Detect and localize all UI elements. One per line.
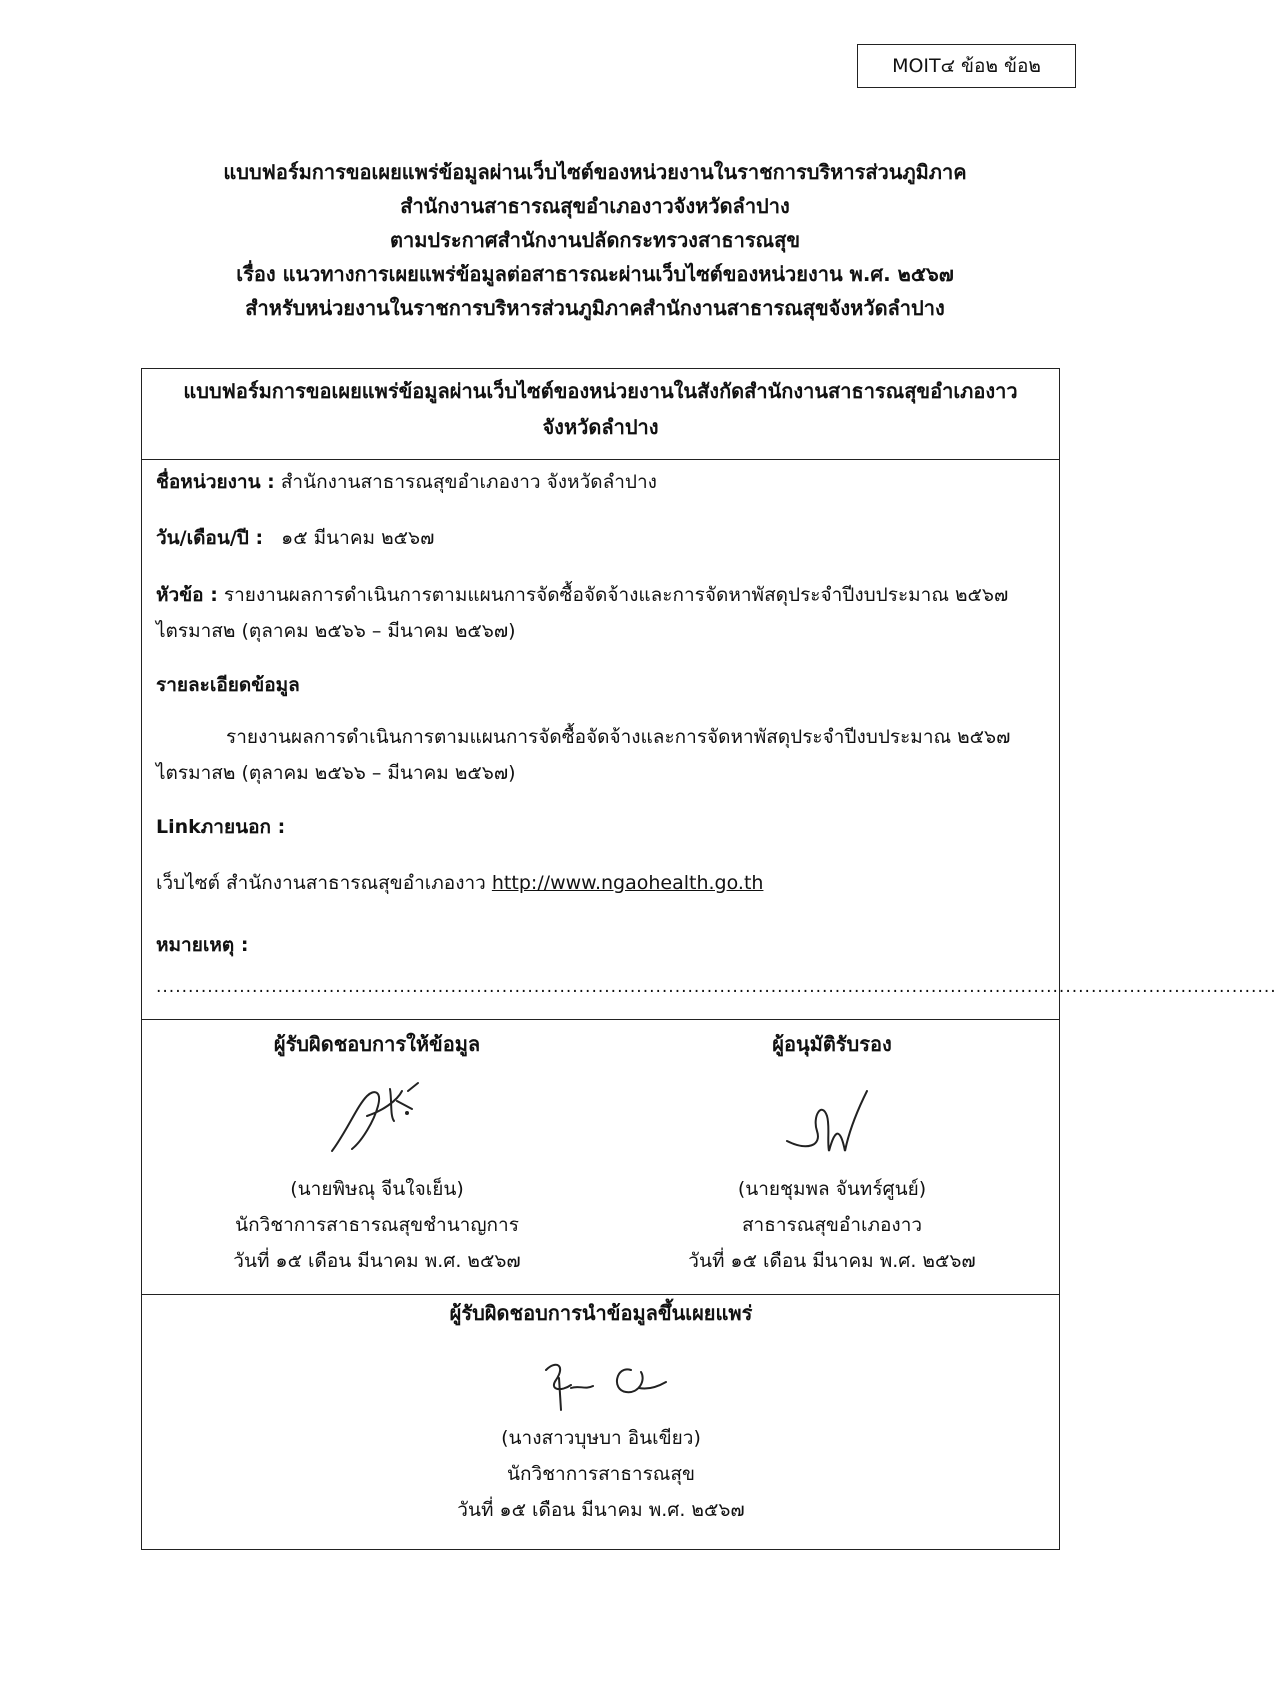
form-title-line-2: จังหวัดลำปาง	[542, 415, 659, 439]
provider-signature-mark	[312, 1061, 442, 1171]
document-code: MOIT๔ ข้อ๒ ข้อ๒	[892, 55, 1041, 77]
topic-line-2: ไตรมาส๒ (ตุลาคม ๒๕๖๖ – มีนาคม ๒๕๖๗)	[156, 620, 516, 642]
approver-role: ผู้อนุมัติรับรอง	[772, 1032, 892, 1056]
divider-remark	[142, 1019, 1059, 1020]
topic-row	[156, 577, 1051, 613]
topic-label: หัวข้อ :	[156, 584, 218, 606]
link-label: Linkภายนอก :	[156, 816, 286, 838]
publisher-role: ผู้รับผิดชอบการนำข้อมูลขึ้นเผยแพร่	[449, 1301, 753, 1325]
form-title-line-1: แบบฟอร์มการขอเผยแพร่ข้อมูลผ่านเว็บไซต์ของหน่วยงานในสังกัดสำนักงานสาธารณสุขอำเภองาว	[183, 379, 1018, 403]
header-line-5: สำหรับหน่วยงานในราชการบริหารส่วนภูมิภาคสำนักงานสาธารณสุขจังหวัดลำปาง	[245, 296, 945, 320]
detail-heading-row	[156, 667, 1051, 703]
remark-row	[156, 927, 1051, 963]
provider-position: นักวิชาการสาธารณสุขชำนาญการ	[235, 1214, 519, 1236]
provider-name: (นายพิษณุ จีนใจเย็น)	[290, 1178, 464, 1200]
website-link[interactable]: http://www.ngaohealth.go.th	[491, 872, 764, 894]
document-header	[120, 155, 1070, 325]
publisher-date: วันที่ ๑๕ เดือน มีนาคม พ.ศ. ๒๕๖๗	[457, 1499, 745, 1521]
date-row	[156, 520, 1051, 556]
provider-date: วันที่ ๑๕ เดือน มีนาคม พ.ศ. ๒๕๖๗	[233, 1250, 521, 1272]
date-label: วัน/เดือน/ปี :	[156, 527, 264, 549]
detail-row-2	[156, 755, 1051, 791]
publisher-name: (นางสาวบุษบา อินเขียว)	[501, 1427, 701, 1449]
topic-row-2	[156, 613, 1051, 649]
header-line-3: ตามประกาศสำนักงานปลัดกระทรวงสาธารณสุข	[389, 228, 800, 252]
detail-row-1	[156, 719, 1121, 755]
topic-line-1: รายงานผลการดำเนินการตามแผนการจัดซื้อจัดจ้างและการจัดหาพัสดุประจำปีงบประมาณ ๒๕๖๗	[223, 584, 1009, 606]
agency-value: สำนักงานสาธารณสุขอำเภองาว จังหวัดลำปาง	[280, 471, 657, 493]
approver-position: สาธารณสุขอำเภองาว	[741, 1214, 923, 1236]
approver-signature-block	[617, 1027, 1047, 1279]
approver-signature-mark	[767, 1061, 897, 1171]
header-line-1: แบบฟอร์มการขอเผยแพร่ข้อมูลผ่านเว็บไซต์ของหน่วยงานในราชการบริหารส่วนภูมิภาค	[223, 160, 967, 184]
detail-line-2: ไตรมาส๒ (ตุลาคม ๒๕๖๖ – มีนาคม ๒๕๖๗)	[156, 762, 516, 784]
approver-name: (นายชุมพล จันทร์ศูนย์)	[737, 1178, 927, 1200]
header-line-4: เรื่อง แนวทางการเผยแพร่ข้อมูลต่อสาธารณะผ่านเว็บไซต์ของหน่วยงาน พ.ศ. ๒๕๖๗	[236, 262, 954, 286]
agency-row	[156, 464, 1051, 500]
website-prefix: เว็บไซต์ สำนักงานสาธารณสุขอำเภองาว	[156, 872, 486, 894]
remark-dots: ...............................................................................................................................................................................	[156, 977, 1277, 997]
header-line-2: สำนักงานสาธารณสุขอำเภองาวจังหวัดลำปาง	[400, 194, 790, 218]
document-code-box	[857, 44, 1076, 88]
link-heading-row	[156, 809, 1051, 845]
form-frame	[141, 368, 1277, 1550]
remark-label: หมายเหตุ :	[156, 934, 249, 956]
provider-signature-block	[162, 1027, 592, 1279]
publisher-position: นักวิชาการสาธารณสุข	[506, 1463, 696, 1485]
publisher-signature-mark	[501, 1330, 701, 1420]
detail-line-1: รายงานผลการดำเนินการตามแผนการจัดซื้อจัดจ้างและการจัดหาพัสดุประจำปีงบประมาณ ๒๕๖๗	[226, 726, 1011, 748]
approver-date: วันที่ ๑๕ เดือน มีนาคม พ.ศ. ๒๕๖๗	[688, 1250, 976, 1272]
agency-label: ชื่อหน่วยงาน :	[156, 471, 275, 493]
publisher-signature-block	[386, 1296, 816, 1528]
form-title	[142, 373, 1059, 445]
provider-role: ผู้รับผิดชอบการให้ข้อมูล	[273, 1032, 481, 1056]
divider-signatures	[142, 1294, 1059, 1295]
detail-label: รายละเอียดข้อมูล	[156, 674, 300, 696]
date-value: ๑๕ มีนาคม ๒๕๖๗	[281, 527, 435, 549]
website-row	[156, 865, 1051, 901]
divider-title	[142, 459, 1059, 460]
